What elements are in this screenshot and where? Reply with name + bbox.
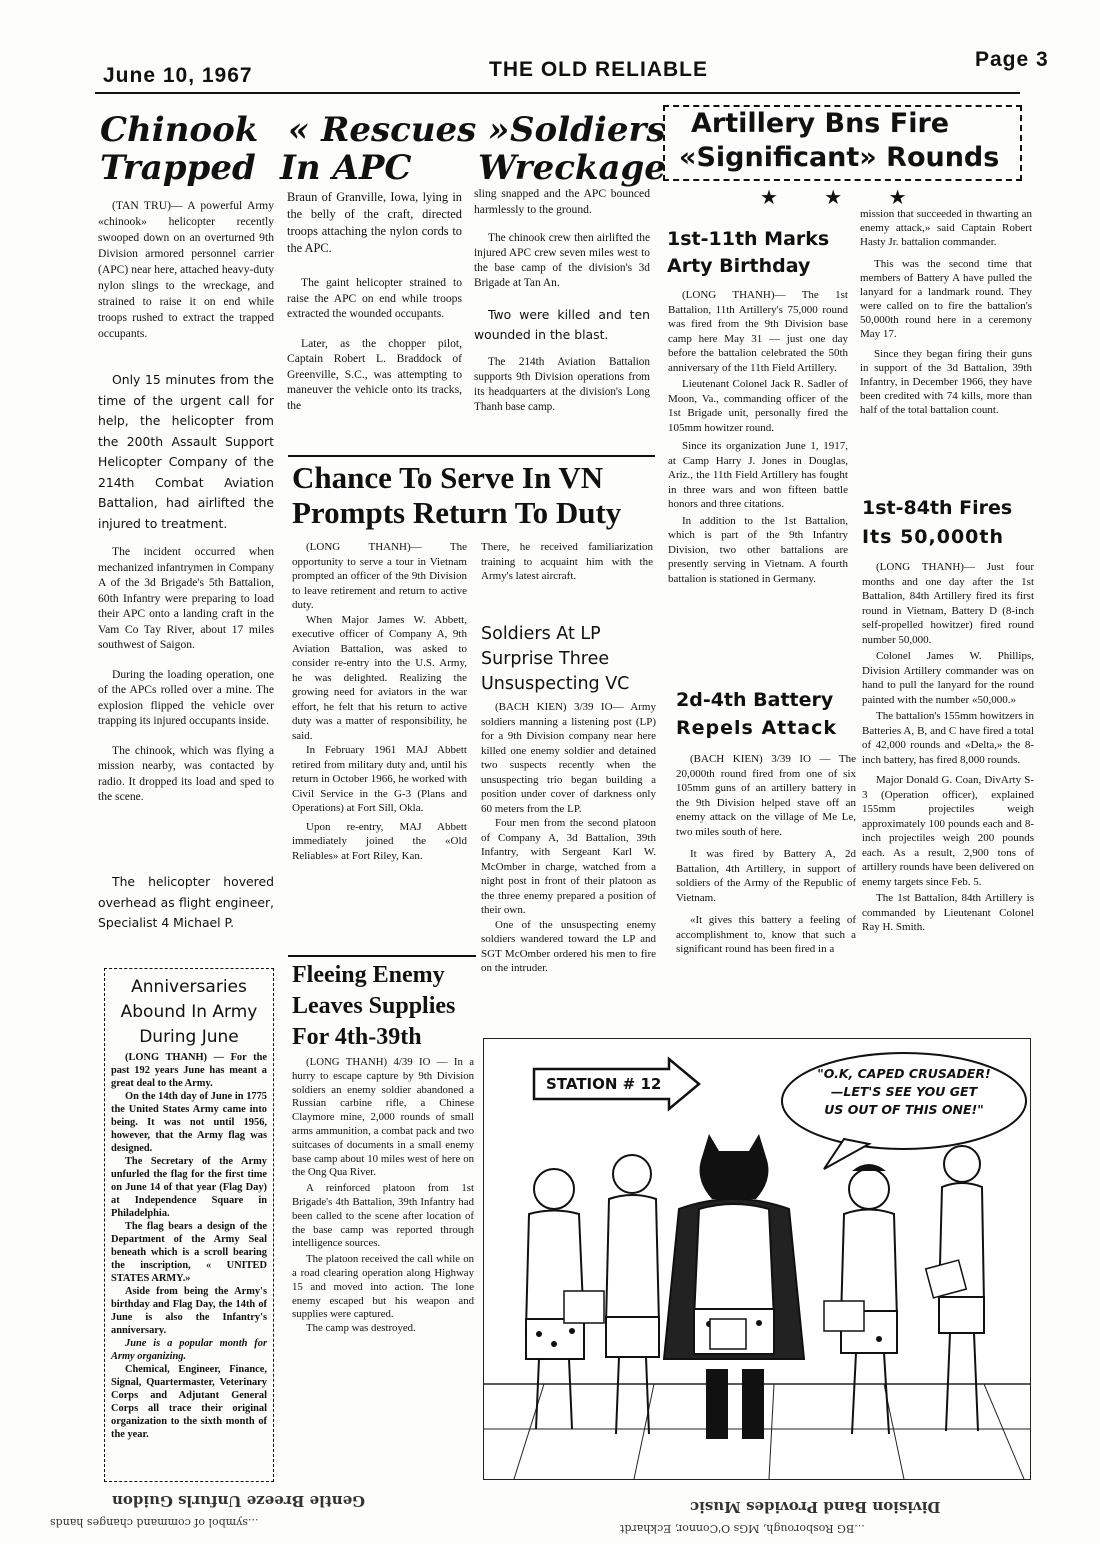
mission-p2: This was the second time that members of Battery A have pulled the lanyard for a landmark round. They were called on to fire the battalion's 50,000th round here in a ceremony May 17. [860,258,1032,340]
mission-p3: Since they began firing their guns in support of the 3d Battalion, 39th Infantry, in December 1966, they have been credited with 74 kills, more than half of the total battalion count. [860,348,1032,416]
masthead-rule [95,92,1020,94]
anniv-p3: The Secretary of the Army unfurled the flag for the first time on June 14 of that year (Flag Day) at Independence Square in Philadelphia. [111,1156,267,1219]
anniv-body [111,1051,267,1441]
artillery-h2: «Significant» Rounds [679,142,1000,173]
lp-p1: (BACH KIEN) 3/39 IO— Army soldiers manning a listening post (LP) for a 9th Division company near here killed one enemy soldier and detained two suspects recently when the unsuspecting trio began building a position under cover of darkness only 60 meters from the LP. [481,701,656,815]
birthday-p1: (LONG THANH)— The 1st Battalion, 11th Artillery's 75,000 round was fired from the 9th Division base camp here May 31 — just one day before the battalion celebrated the 50th anniversary of the 11th Field Artillery. [668,289,848,374]
birthday-h1: 1st-11th Marks [667,228,830,250]
fires84-p5: The 1st Battalion, 84th Artillery is commanded by Lieutenant Colonel Ray H. Smith. [862,892,1034,933]
cartoon-speech-bubble [789,1065,1019,1119]
chinook-p3: The incident occurred when mechanized infantrymen in Company A of the 3d Brigade's 5th Battalion, 60th Infantry were preparing to load their APC onto a landing craft in the Vam Co Tay River, about 17 miles southwest of Saigon. [98,545,274,651]
chinook-h2a: Trapped [100,148,256,188]
bubble-line-2: —LET'S SEE YOU GET [830,1084,978,1099]
birthday-body [668,288,848,596]
battery-p2: It was fired by Battery A, 2d Battalion, 4th Artillery, in support of soldiers of the Army of the Republic of Vietnam. [676,848,856,904]
anniv-p6: June is a popular month for Army organizing. [111,1338,267,1362]
anniv-p2: On the 14th day of June in 1775 the United States Army came into being. It was not until 1956, however, that the Army flag was designed. [111,1091,267,1154]
fleeing-h1: Fleeing Enemy [292,962,445,988]
bleed-left-headline: Gentle Breeze Unfurls Guidon [112,1492,366,1510]
chinook-p1: (TAN TRU)— A powerful Army «chinook» helicopter recently swooped down on an overturned 9th Division armored personnel carrier (APC) near here, attached heavy-duty nylon slings to the wreckage, and strained to raise it on end while troops rushed to extract the trapped occupants. [98,199,274,340]
mission-p1: mission that succeeded in thwarting an enemy attack,» said Captain Robert Hasty Jr. battalion commander. [860,208,1032,248]
fires84-p2: Colonel James W. Phillips, Division Artillery commander was on hand to pull the lanyard for the round painted with the number «50,000.» [862,650,1034,706]
masthead-paper-name: THE OLD RELIABLE [489,58,708,81]
lp-headline [481,622,656,697]
birthday-p3: Since its organization June 1, 1917, at Camp Harry J. Jones in Douglas, Ariz., the 11th Field Artillery has fought in three wars and won fifteen battle honors and three citations. [668,440,848,510]
fires84-p3: The battalion's 155mm howitzers in Batteries A, B, and C have fired a total of 42,000 rounds and «Delta,» the 8-inch battery, has fired 8,000 rounds. [862,710,1034,766]
fleeing-h2: Leaves Supplies [292,993,456,1019]
chance-p5: There, he received familiarization training to acquaint him with the Army's latest aircraft. [481,541,653,582]
artillery-h1: Artillery Bns Fire [691,108,950,139]
battery-body [676,752,856,967]
chinook-p4: During the loading operation, one of the APCs rolled over a mine. The explosion flipped the vehicle over trapping its injured occupants inside. [98,667,274,727]
bleed-right-subhead: ...BG Rosborough, MGs O'Connor, Eckhardt [620,1522,865,1535]
masthead-date: June 10, 1967 [103,64,253,87]
chinook-p7: Braun of Granville, Iowa, lying in the belly of the craft, directed troops attaching the nylon cords to the APC. [287,190,462,255]
chinook-column-2 [287,189,462,423]
chinook-p13: The 214th Aviation Battalion supports 9th Division operations from its headquarters at the division's Long Thanh base camp. [474,356,650,413]
masthead-page-number: Page 3 [975,48,1049,71]
fires84-p4: Major Donald G. Coan, DivArty S-3 (Operation officer), explained 155mm projectiles weigh approximately 100 pounds each and 8-inch projectiles weigh 200 pounds each. As a result, 2,900 tons of artillery rounds have been delivered on enemy targets since Feb. 5. [862,774,1034,888]
birthday-h2: Arty Birthday [667,255,811,278]
bleed-left-subhead: ...symbol of command changes hands [50,1516,259,1529]
anniv-h3: During June [139,1027,239,1047]
fires84-body [862,560,1034,945]
fleeing-body [292,1056,474,1346]
battery-h1: 2d-4th Battery [676,689,834,711]
battery-h2: Repels Attack [676,717,838,740]
fleeing-headline [292,960,474,1053]
chinook-column-1c [98,544,274,815]
anniv-p1: (LONG THANH) — For the past 192 years June has meant a great deal to the Army. [111,1052,267,1089]
chinook-p5: The chinook, which was flying a mission nearby, was contacted by radio. It dropped its load and sped to the scene. [98,743,274,803]
chinook-p8: The gaint helicopter strained to raise the APC on end while troops extracted the wounded occupants. [287,276,462,320]
chinook-headline [100,110,666,193]
chance-h1: Chance To Serve In VN [292,460,604,495]
chinook-p6: The helicopter hovered overhead as flight engineer, Specialist 4 Michael P. [98,874,274,930]
fires84-p1: (LONG THANH)— Just four months and one day after the 1st Battalion, 84th Artillery fired its first round in Vietnam, Battery D (8-inch self-propelled howitzer) fired round number 50,000. [862,561,1034,646]
chinook-h1a: Chinook [100,110,259,150]
artillery-headline-box [663,105,1022,181]
chinook-column-1d [98,872,274,944]
chinook-column-3 [474,186,650,425]
lp-p2: Four men from the second platoon of Company A, 3d Battalion, 39th Infantry, with Sergeant Karl W. McOmber in charge, watched from a night post in front of their platoon as the three enemy prepared a position of their own. [481,817,656,916]
chinook-h1b: « Rescues » [288,110,510,150]
fleeing-p2: A reinforced platoon from 1st Brigade's 4th Battalion, 39th Infantry had been called to the scene after location of the base camp was reported through intelligence sources. [292,1182,474,1250]
bubble-line-3: US OUT OF THIS ONE!" [824,1102,984,1117]
fires84-h2: Its 50,000th [862,526,1005,549]
chance-p2: When Major James W. Abbett, executive officer of Company A, 9th Aviation Battalion, was asked to consider re-entry into the U.S. Army, he was delighted. Realizing the growing need for aviators in the war effort, he felt that his return to active duty was a matter of responsibility, he said. [292,613,467,742]
birthday-p4: In addition to the 1st Battalion, which is part of the 9th Infantry Division, two other battalions are presently serving in Vietnam. A fourth battalion is stationed in Germany. [668,514,848,585]
chinook-column-1b [98,370,274,550]
battery-p1: (BACH KIEN) 3/39 IO — The 20,000th round fired from one of six 105mm guns of an artillery battery in the 9th Division helped stave off an enemy attack on the village of Me Le, two miles south of here. [676,753,856,838]
anniv-h1: Anniversaries [131,977,247,997]
chinook-h2c: Wreckage [478,148,666,188]
fleeing-h3: For 4th-39th [292,1024,422,1050]
chinook-h2b: In APC [280,148,412,188]
cartoon-sign-text: STATION # 12 [546,1075,662,1093]
chinook-p12: Two were killed and ten wounded in the blast. [474,307,650,342]
anniv-headline [105,975,273,1050]
lp-h2: Surprise Three [481,649,610,669]
fires84-h1: 1st-84th Fires [862,497,1013,519]
anniversaries-box [104,968,274,1482]
birthday-p2: Lieutenant Colonel Jack R. Sadler of Moon, Va., commanding officer of the 1st Brigade unit, personally fired the 105mm howitzer round. [668,378,848,434]
lp-h1: Soldiers At LP [481,624,601,644]
chance-p3: In February 1961 MAJ Abbett retired from military duty and, until his return in October 1966, he worked with Civil Service in the G-3 (Plans and Operations) at Fort Sill, Okla. [292,744,467,814]
chinook-h1c: Soldiers [510,110,666,150]
anniv-p7: Chemical, Engineer, Finance, Signal, Quartermaster, Veterinary Corps and Adjutant General Corps all trace their original organization to the sixth month of the year. [111,1364,267,1440]
fires84-headline [862,498,1037,549]
bubble-line-1: "O.K, CAPED CRUSADER! [817,1066,991,1081]
editorial-cartoon [483,1038,1031,1480]
fleeing-p4: The camp was destroyed. [306,1322,416,1335]
lp-p3: One of the unsuspecting enemy soldiers wandered toward the LP and SGT McOmber ordered his men to fire on the intruder. [481,918,656,974]
bleed-right-headline: Division Band Provides Music [690,1498,941,1516]
lp-body [481,700,656,986]
anniv-p4: The flag bears a design of the Department of the Army Seal beneath which is a scroll bearing the inscription, « UNITED STATES ARMY.» [111,1221,267,1284]
chance-p1: (LONG THANH)— The opportunity to serve a tour in Vietnam prompted an officer of the 9th Division to leave retirement and return to active duty. [292,541,467,611]
mission-body [860,207,1032,427]
chinook-p10: sling snapped and the APC bounced harmlessly to the ground. [474,187,650,216]
fleeing-p3: The platoon received the call while on a road clearing operation along Highway 15 and moved into action. The lone enemy escaped but his weapon and supplies were captured. [292,1253,474,1321]
fleeing-rule [288,955,476,957]
chinook-p2: Only 15 minutes from the time of the urgent call for help, the helicopter from the 200th Assault Support Helicopter Company of the 214th Combat Aviation Battalion, had airlifted the injured to treatment. [98,372,274,531]
chance-h2: Prompts Return To Duty [292,494,622,530]
fleeing-p1: (LONG THANH) 4/39 IO — In a hurry to escape capture by 9th Division soldiers an enemy soldier abandoned a Russian carbine rifle, a Chinese Claymore mine, 2,000 rounds of small arms ammunition, a combat pack and two suitcases of documents in a small enemy base camp about 10 miles west of here on the Ong Qua River. [292,1056,474,1179]
anniv-h2: Abound In Army [120,1002,258,1022]
chance-column-1 [292,540,467,873]
battery-headline [676,690,856,740]
birthday-headline [667,229,847,278]
chinook-p11: The chinook crew then airlifted the injured APC crew seven miles west to the base camp of the division's 3d Brigade at Tan An. [474,232,650,289]
chinook-p9: Later, as the chopper pilot, Captain Robert L. Braddock of Greenville, S.C., was attempting to maneuver the vehicle onto its tracks, the [287,336,462,412]
anniv-p5: Aside from being the Army's birthday and Flag Day, the 14th of June is also the Infantry's anniversary. [111,1286,267,1336]
chance-rule [288,455,655,457]
battery-p3: «It gives this battery a feeling of accomplishment to, know that such a significant round has been fired in a [676,914,856,955]
chance-headline [292,462,657,529]
chance-p4: Upon re-entry, MAJ Abbett immediately joined the «Old Reliables» at Fort Riley, Kan. [292,820,467,862]
chance-column-2 [481,540,653,594]
lp-h3: Unsuspecting VC [481,674,630,694]
chinook-column-1 [98,198,274,352]
star-icons: ★ ★ ★ [760,185,907,209]
